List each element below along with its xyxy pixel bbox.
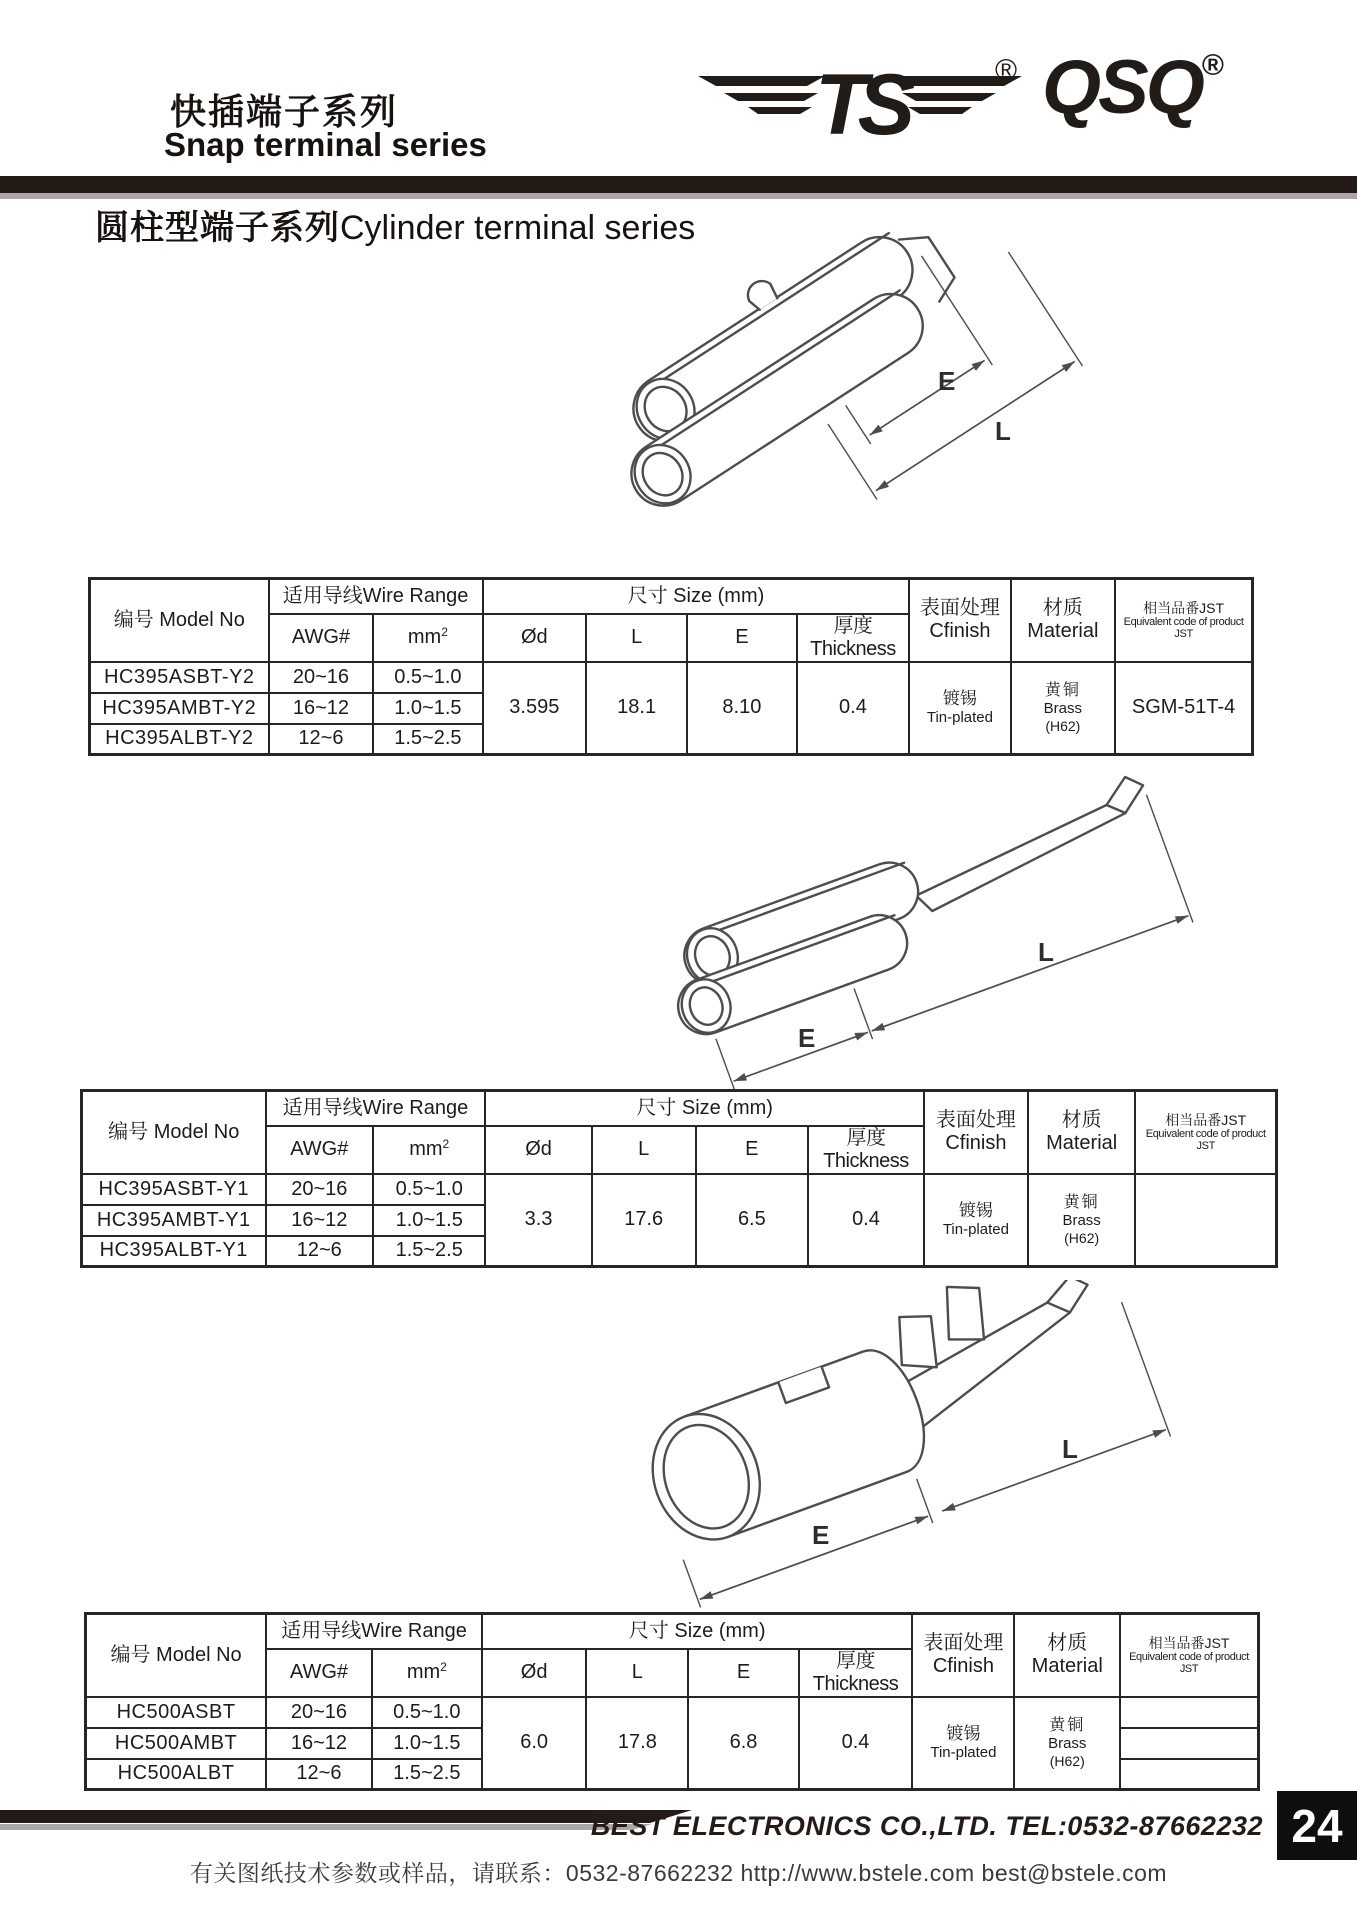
header-thickness: 厚度Thickness <box>799 1649 913 1697</box>
qsq-logo <box>1042 45 1225 130</box>
registered-icon: ® <box>995 54 1018 87</box>
cell-awg: 20~16 <box>266 1697 372 1728</box>
cell-mm2: 1.5~2.5 <box>373 1236 485 1267</box>
dimension-label-l: L <box>995 416 1011 446</box>
page-title-en: Cylinder terminal series <box>340 209 696 247</box>
cell-model: HC500ALBT <box>86 1759 267 1790</box>
cell-model: HC395ASBT-Y2 <box>90 662 269 693</box>
ts-logo-text: TS <box>815 57 905 148</box>
dimension-label-e: E <box>938 366 956 396</box>
cell-awg: 16~12 <box>269 693 374 724</box>
cell-jst <box>1135 1174 1276 1267</box>
header-wire-range: 适用导线Wire Range <box>269 579 483 614</box>
header-size: 尺寸 Size (mm) <box>485 1091 924 1126</box>
dimension-label-l: L <box>1038 937 1054 967</box>
header-e: E <box>696 1126 808 1174</box>
header-divider-bar <box>0 176 1357 193</box>
cell-model: HC395ALBT-Y1 <box>82 1236 266 1267</box>
header-od: Ød <box>485 1126 591 1174</box>
header-model-no: 编号 Model No <box>90 579 269 662</box>
cell-thickness: 0.4 <box>797 662 910 755</box>
header-l: L <box>592 1126 696 1174</box>
cell-mm2: 0.5~1.0 <box>373 1174 485 1205</box>
header-jst <box>1115 579 1252 662</box>
cell-l: 17.6 <box>592 1174 696 1267</box>
cell-thickness: 0.4 <box>808 1174 924 1267</box>
header-cfinish-zh: 表面处理 <box>919 597 1000 620</box>
cell-e: 8.10 <box>687 662 796 755</box>
qsq-logo-text: QSQ <box>1042 45 1202 130</box>
footer-bar-shadow <box>0 1824 652 1830</box>
cell-e: 6.8 <box>688 1697 798 1790</box>
cell-od: 6.0 <box>482 1697 586 1790</box>
cell-model: HC395ALBT-Y2 <box>90 724 269 755</box>
terminal-outline <box>655 775 1173 1042</box>
cell-awg: 16~12 <box>266 1728 372 1759</box>
header-jst-en: Equivalent code of product JST <box>1123 615 1244 641</box>
cell-mm2: 0.5~1.0 <box>372 1697 482 1728</box>
header-wire-range: 适用导线Wire Range <box>266 1614 482 1649</box>
cell-awg: 12~6 <box>269 724 374 755</box>
header-model-no: 编号 Model No <box>82 1091 266 1174</box>
header-jst: 相当品番JST Equivalent code of product JST <box>1120 1614 1258 1697</box>
header-mm2: $mm^2$ <box>373 1126 485 1174</box>
cell-jst <box>1120 1697 1258 1728</box>
terminal-outline <box>625 1280 1127 1555</box>
cell-model: HC395AMBT-Y2 <box>90 693 269 724</box>
spec-table-2 <box>80 1089 1278 1268</box>
page-number-badge: 24 <box>1277 1791 1357 1860</box>
ts-wings-logo <box>690 46 1030 148</box>
cell-cfinish: 镀锡 Tin-plated <box>924 1174 1028 1267</box>
header-awg: AWG# <box>266 1649 372 1697</box>
header-awg: AWG# <box>269 614 374 662</box>
cell-thickness: 0.4 <box>799 1697 913 1790</box>
terminal-drawing-1 <box>540 230 1160 565</box>
cell-awg: 20~16 <box>266 1174 374 1205</box>
cell-model: HC395AMBT-Y1 <box>82 1205 266 1236</box>
cell-mm2: 1.5~2.5 <box>372 1759 482 1790</box>
cell-l: 18.1 <box>586 662 687 755</box>
cell-od: 3.3 <box>485 1174 591 1267</box>
series-title-en: Snap terminal series <box>164 126 487 163</box>
header-size: 尺寸 Size (mm) <box>483 579 910 614</box>
spec-table-1 <box>88 577 1254 756</box>
cell-mm2: 0.5~1.0 <box>373 662 482 693</box>
footer-contact-line: 有关图纸技术参数或样品，请联系：0532-87662232 http://www.bstele.com best@bstele.com <box>189 1860 1168 1886</box>
header-model-no: 编号 Model No <box>86 1614 267 1697</box>
header-e: E <box>687 614 796 662</box>
cell-model: HC500ASBT <box>86 1697 267 1728</box>
header-mm2: $mm^2$ <box>373 614 482 662</box>
cell-material: 黄铜 Brass (H62) <box>1014 1697 1120 1790</box>
cell-awg: 12~6 <box>266 1236 374 1267</box>
header-size: 尺寸 Size (mm) <box>482 1614 912 1649</box>
series-title-zh: 快插端子系列 <box>170 91 399 132</box>
header-mm2: $mm^2$ <box>372 1649 482 1697</box>
cell-awg: 16~12 <box>266 1205 374 1236</box>
terminal-drawing-2 <box>600 775 1300 1105</box>
dimension-label-e: E <box>798 1023 816 1053</box>
header-l: L <box>586 614 687 662</box>
header-divider-shadow <box>0 193 1357 199</box>
header-e: E <box>688 1649 798 1697</box>
dimension-label-l: L <box>1062 1434 1078 1464</box>
cell-mm2: 1.0~1.5 <box>372 1728 482 1759</box>
header-thickness: 厚度Thickness <box>808 1126 924 1174</box>
header-awg: AWG# <box>266 1126 374 1174</box>
header-cfinish <box>909 579 1010 662</box>
header-cfinish: 表面处理 Cfinish <box>912 1614 1014 1697</box>
header-material <box>1011 579 1116 662</box>
cell-cfinish: 镀锡 Tin-plated <box>909 662 1010 755</box>
header-cfinish-en: Cfinish <box>929 620 991 643</box>
cell-model: HC500AMBT <box>86 1728 267 1759</box>
cell-e: 6.5 <box>696 1174 808 1267</box>
header-od: Ød <box>482 1649 586 1697</box>
header-jst: 相当品番JST Equivalent code of product JST <box>1135 1091 1276 1174</box>
terminal-drawing-3 <box>560 1280 1280 1620</box>
header-od: Ød <box>483 614 587 662</box>
header-wire-range: 适用导线Wire Range <box>266 1091 486 1126</box>
cell-mm2: 1.0~1.5 <box>373 1205 485 1236</box>
footer-company-line: BEST ELECTRONICS CO.,LTD. TEL:0532-87662232 <box>590 1811 1263 1841</box>
cell-material: 黄铜 Brass (H62) <box>1028 1174 1136 1267</box>
header-material: 材质 Material <box>1014 1614 1120 1697</box>
header-material-zh: 材质 <box>1042 597 1083 620</box>
cell-jst <box>1120 1728 1258 1759</box>
cell-l: 17.8 <box>586 1697 688 1790</box>
footer-bar <box>0 1810 692 1823</box>
cell-mm2: 1.0~1.5 <box>373 693 482 724</box>
cell-jst <box>1120 1759 1258 1790</box>
header-material-en: Material <box>1027 620 1099 643</box>
cell-jst: SGM-51T-4 <box>1115 662 1252 755</box>
header-jst-zh: 相当品番JST <box>1143 599 1225 616</box>
registered-icon: ® <box>1201 49 1225 82</box>
header-thickness: 厚度Thickness <box>797 614 910 662</box>
cell-cfinish: 镀锡 Tin-plated <box>912 1697 1014 1790</box>
header-l: L <box>586 1649 688 1697</box>
cell-material: 黄铜 Brass (H62) <box>1011 662 1116 755</box>
cell-od: 3.595 <box>483 662 587 755</box>
cell-awg: 12~6 <box>266 1759 372 1790</box>
cell-model: HC395ASBT-Y1 <box>82 1174 266 1205</box>
spec-table-3 <box>84 1612 1260 1791</box>
cell-mm2: 1.5~2.5 <box>373 724 482 755</box>
cell-awg: 20~16 <box>269 662 374 693</box>
header-material: 材质 Material <box>1028 1091 1136 1174</box>
dimension-label-e: E <box>812 1520 830 1550</box>
header-cfinish: 表面处理 Cfinish <box>924 1091 1028 1174</box>
terminal-outline <box>577 230 976 518</box>
page-title-zh: 圆柱型端子系列 <box>95 209 340 247</box>
